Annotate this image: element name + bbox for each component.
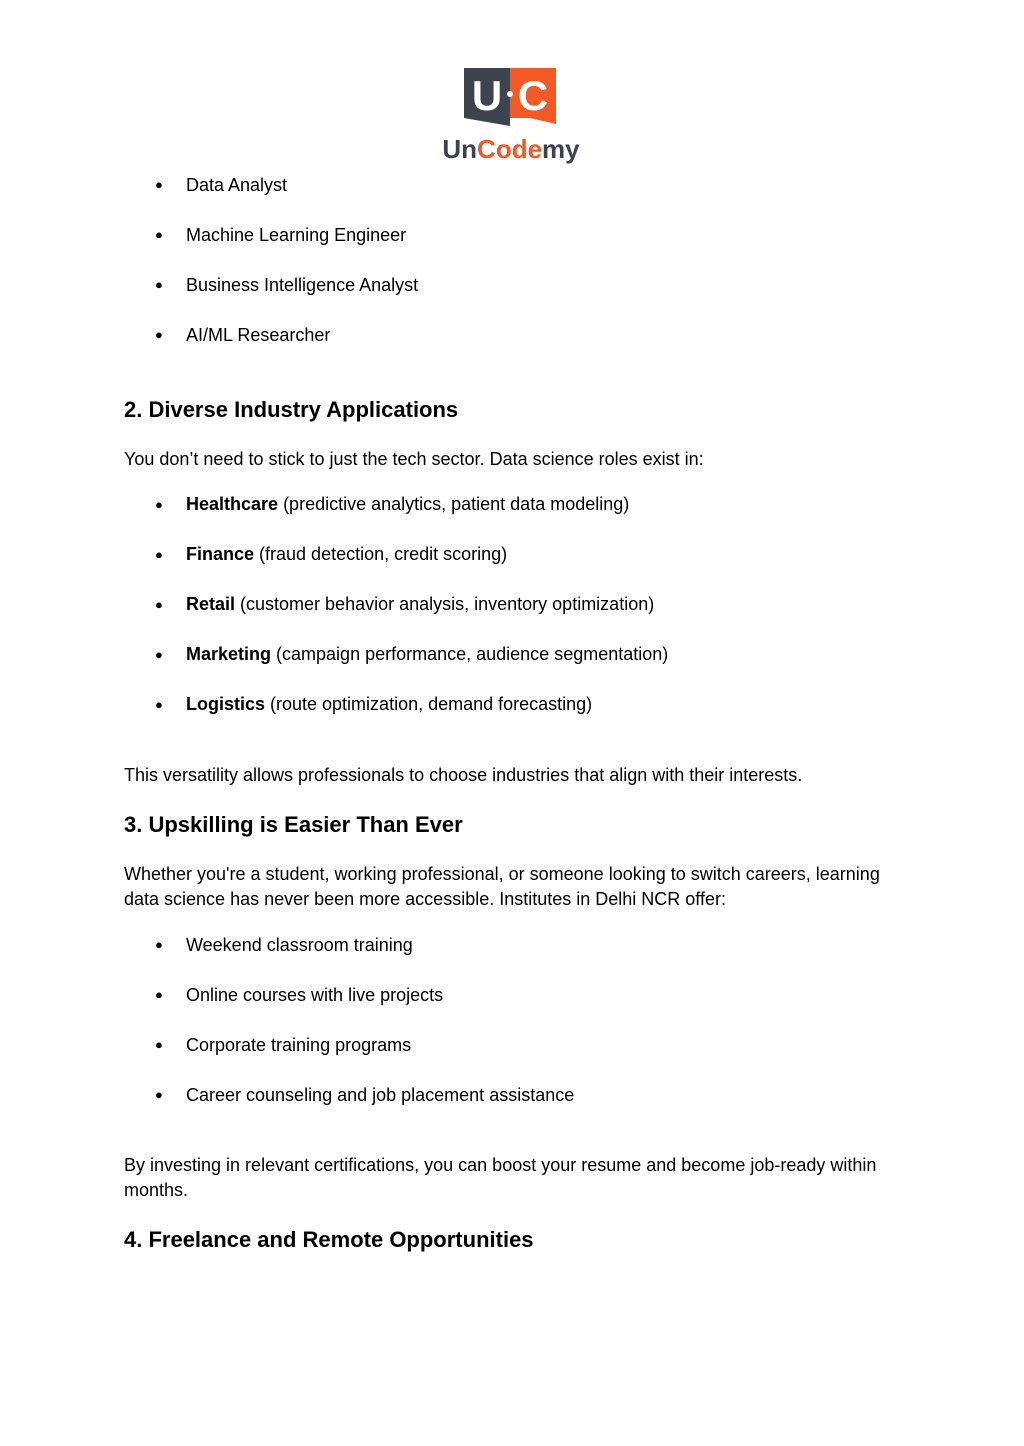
section-intro: Whether you're a student, working professional, or someone looking to switch careers, learning data science has never been more accessible. Institutes in Delhi NCR offer: bbox=[124, 864, 880, 909]
roles-list-item: Data Analyst bbox=[186, 175, 288, 195]
bullet-icon: ● bbox=[155, 697, 163, 712]
section-heading: 2. Diverse Industry Applications bbox=[124, 397, 459, 422]
bullet-icon: ● bbox=[155, 1087, 163, 1102]
section-closing: By investing in relevant certifications, you can boost your resume and become job-ready within months. bbox=[124, 1155, 877, 1200]
section-heading: 4. Freelance and Remote Opportunities bbox=[124, 1227, 534, 1252]
training-list-item: Career counseling and job placement assistance bbox=[186, 1085, 575, 1105]
industry-examples: (campaign performance, audience segmentation) bbox=[271, 644, 669, 664]
bullet-icon: ● bbox=[155, 547, 163, 562]
industry-list-item bbox=[186, 493, 629, 515]
logo-letter-u: U bbox=[471, 72, 503, 119]
training-list-item: Online courses with live projects bbox=[186, 985, 444, 1005]
bullet-icon: ● bbox=[155, 227, 163, 242]
uncodemy-logo bbox=[436, 66, 586, 164]
bullet-icon: ● bbox=[155, 937, 163, 952]
bullet-icon: ● bbox=[155, 177, 163, 192]
section-intro: You don’t need to stick to just the tech sector. Data science roles exist in: bbox=[124, 449, 704, 469]
roles-list-item: AI/ML Researcher bbox=[186, 325, 331, 345]
industry-list-item bbox=[186, 593, 654, 615]
bullet-icon: ● bbox=[155, 277, 163, 292]
logo-wordmark: UnCodemy bbox=[442, 134, 580, 164]
industry-list-item bbox=[186, 693, 592, 715]
section-heading: 3. Upskilling is Easier Than Ever bbox=[124, 812, 463, 837]
logo-letter-c: C bbox=[517, 72, 549, 119]
training-list-item: Weekend classroom training bbox=[186, 935, 413, 955]
industry-list-item bbox=[186, 543, 507, 565]
roles-list-item: Machine Learning Engineer bbox=[186, 225, 407, 245]
industry-examples: (fraud detection, credit scoring) bbox=[254, 544, 508, 564]
industry-name: Logistics bbox=[186, 694, 266, 714]
industry-name: Healthcare bbox=[186, 494, 279, 514]
bullet-icon: ● bbox=[155, 987, 163, 1002]
section-closing: This versatility allows professionals to choose industries that align with their interests. bbox=[124, 765, 803, 785]
bullet-icon: ● bbox=[155, 597, 163, 612]
training-list-item: Corporate training programs bbox=[186, 1035, 412, 1055]
industry-list-item bbox=[186, 643, 668, 665]
bullet-icon: ● bbox=[155, 647, 163, 662]
industry-name: Marketing bbox=[186, 644, 272, 664]
industry-examples: (customer behavior analysis, inventory optimization) bbox=[235, 594, 655, 614]
bullet-icon: ● bbox=[155, 1037, 163, 1052]
industry-examples: (route optimization, demand forecasting) bbox=[265, 694, 593, 714]
industry-examples: (predictive analytics, patient data modeling) bbox=[278, 494, 630, 514]
roles-list-item: Business Intelligence Analyst bbox=[186, 275, 419, 295]
industry-name: Finance bbox=[186, 544, 255, 564]
industry-name: Retail bbox=[186, 594, 236, 614]
bullet-icon: ● bbox=[155, 497, 163, 512]
bullet-icon: ● bbox=[155, 327, 163, 342]
uncodemy-logo-graphic bbox=[436, 66, 586, 164]
